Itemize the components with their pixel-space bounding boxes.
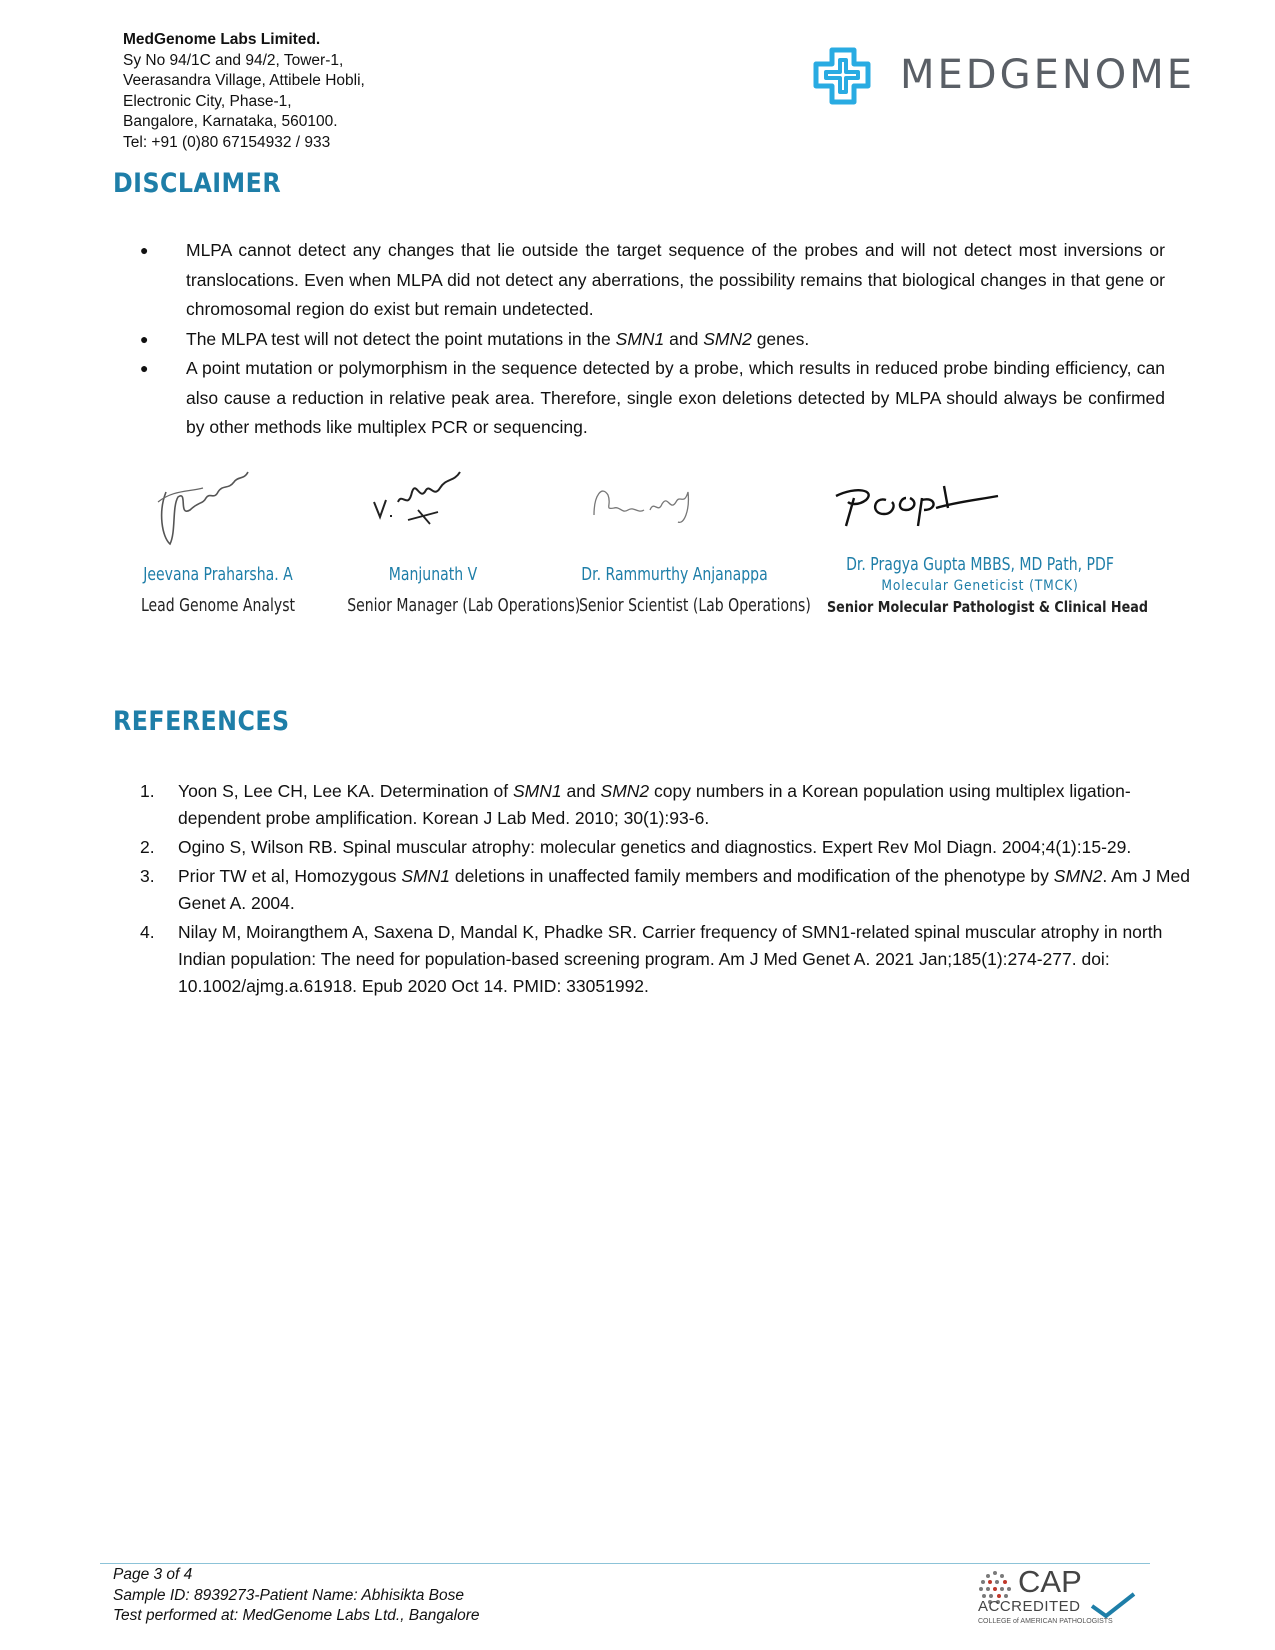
signatory-title: Senior Molecular Pathologist & Clinical Head [827, 598, 1148, 616]
footer-info [113, 1565, 479, 1627]
reference-item [140, 863, 1195, 917]
disclaimer-list [140, 236, 1165, 443]
reference-number: 2. [140, 837, 155, 857]
gene-name: SMN1 [615, 328, 665, 349]
signatory-name: Dr. Rammurthy Anjanappa [581, 564, 768, 585]
signature-jeevana [148, 462, 258, 552]
signatory-name: Dr. Pragya Gupta MBBS, MD Path, PDF [846, 554, 1114, 575]
disclaimer-item [140, 325, 1165, 355]
logo-wordmark: MEDGENOME [900, 52, 1196, 98]
cap-accredited-logo [978, 1564, 1158, 1628]
page-number: Page 3 of 4 [113, 1566, 193, 1583]
medgenome-logo [810, 46, 1196, 116]
lab-address-block [123, 30, 365, 153]
reference-item [140, 834, 1195, 861]
footer-divider [100, 1563, 1150, 1564]
checkmark-icon [1088, 1590, 1138, 1620]
text-run: The MLPA test will not detect the point mutations in the [186, 328, 616, 349]
gene-name: SMN1 [512, 781, 562, 801]
phone-line: Tel: +91 (0)80 67154932 / 933 [123, 133, 331, 151]
reference-item [140, 919, 1195, 1000]
cap-subtitle: COLLEGE of AMERICAN PATHOLOGISTS [978, 1618, 1113, 1625]
address-line: Sy No 94/1C and 94/2, Tower-1, [123, 51, 344, 69]
bullet-icon: ● [140, 242, 149, 258]
gene-name: SMN1 [401, 866, 450, 886]
address-line: Veerasandra Village, Attibele Hobli, [123, 72, 365, 89]
text-run: Ogino S, Wilson RB. Spinal muscular atrophy: molecular genetics and diagnostics. Expert Rev Mol Diagn. 2004;4(1):15-29. [178, 837, 1132, 857]
cap-accredited-text: ACCREDITED [978, 1598, 1081, 1615]
bullet-icon: ● [140, 360, 149, 376]
disclaimer-item [140, 354, 1165, 443]
reference-item [140, 778, 1195, 832]
address-line: Electronic City, Phase-1, [123, 92, 292, 110]
text-run: and [561, 781, 601, 801]
signatory-2 [323, 564, 581, 616]
signatory-name: Manjunath V [388, 564, 478, 585]
reference-number: 3. [140, 866, 155, 886]
text-run: Yoon S, Lee CH, Lee KA. Determination of [178, 781, 513, 801]
signature-rammurthy [588, 470, 698, 530]
gene-name: SMN2 [600, 781, 650, 801]
text-run: Prior TW et al, Homozygous [178, 866, 402, 886]
signatory-title: Senior Manager (Lab Operations) [347, 595, 581, 616]
reference-number: 1. [140, 781, 155, 801]
disclaimer-heading: DISCLAIMER [113, 168, 282, 199]
signatory-3 [552, 564, 811, 616]
test-location: Test performed at: MedGenome Labs Ltd., Bangalore [113, 1607, 480, 1624]
reference-number: 4. [140, 922, 155, 942]
signatory-title: Lead Genome Analyst [140, 595, 296, 616]
disclaimer-item [140, 236, 1165, 325]
text-run: genes. [751, 328, 810, 349]
text-run: A point mutation or polymorphism in the sequence detected by a probe, which results in reduced probe binding efficiency, can also cause a reduction in relative peak area. Therefore, single exon deletions detected by MLPA should always be confirmed by other methods like multiplex PCR or sequencing. [186, 358, 1165, 437]
text-run: copy numbers in a Korean population using multiplex ligation-dependent probe amplification. Korean J Lab Med. 2010; 30(1):93-6. [178, 781, 1131, 828]
gene-name: SMN2 [703, 328, 752, 349]
medical-cross-icon [810, 46, 880, 116]
signatory-subtitle: Molecular Geneticist (TMCK) [881, 578, 1079, 594]
sample-id: Sample ID: 8939273-Patient Name: Abhisikta Bose [113, 1586, 464, 1604]
cap-wordmark: CAP [1018, 1564, 1082, 1599]
text-run: Nilay M, Moirangthem A, Saxena D, Mandal K, Phadke SR. Carrier frequency of SMN1-related spinal muscular atrophy in north Indian population: The need for population-based screening program. Am J Med Genet A. 2021 Jan;185(1):274-277. doi: 10.1002/ajmg.a.61918. Epub 2020 Oct 14. PMID: 33051992. [178, 922, 1163, 996]
text-run: . Am J Med Genet A. 2004. [178, 866, 1190, 913]
company-name: MedGenome Labs Limited. [123, 31, 321, 48]
signature-pragya [826, 478, 1006, 533]
signatory-4 [800, 554, 1160, 616]
signature-manjunath [368, 462, 478, 532]
text-run: and [664, 328, 704, 349]
references-heading: REFERENCES [113, 706, 290, 737]
text-run: MLPA cannot detect any changes that lie outside the target sequence of the probes and will not detect most inversions or translocations. Even when MLPA did not detect any aberrations, the possibility remains that biological changes in that gene or chromosomal region do exist but remain undetected. [186, 240, 1165, 319]
bullet-icon: ● [140, 330, 149, 347]
signatory-1 [113, 564, 323, 616]
text-run: deletions in unaffected family members and modification of the phenotype by [449, 866, 1054, 886]
address-line: Bangalore, Karnataka, 560100. [123, 113, 338, 130]
references-list [140, 778, 1195, 1002]
gene-name: SMN2 [1053, 866, 1103, 886]
signatory-name: Jeevana Praharsha. A [143, 564, 293, 585]
signatory-title: Senior Scientist (Lab Operations) [578, 595, 811, 616]
